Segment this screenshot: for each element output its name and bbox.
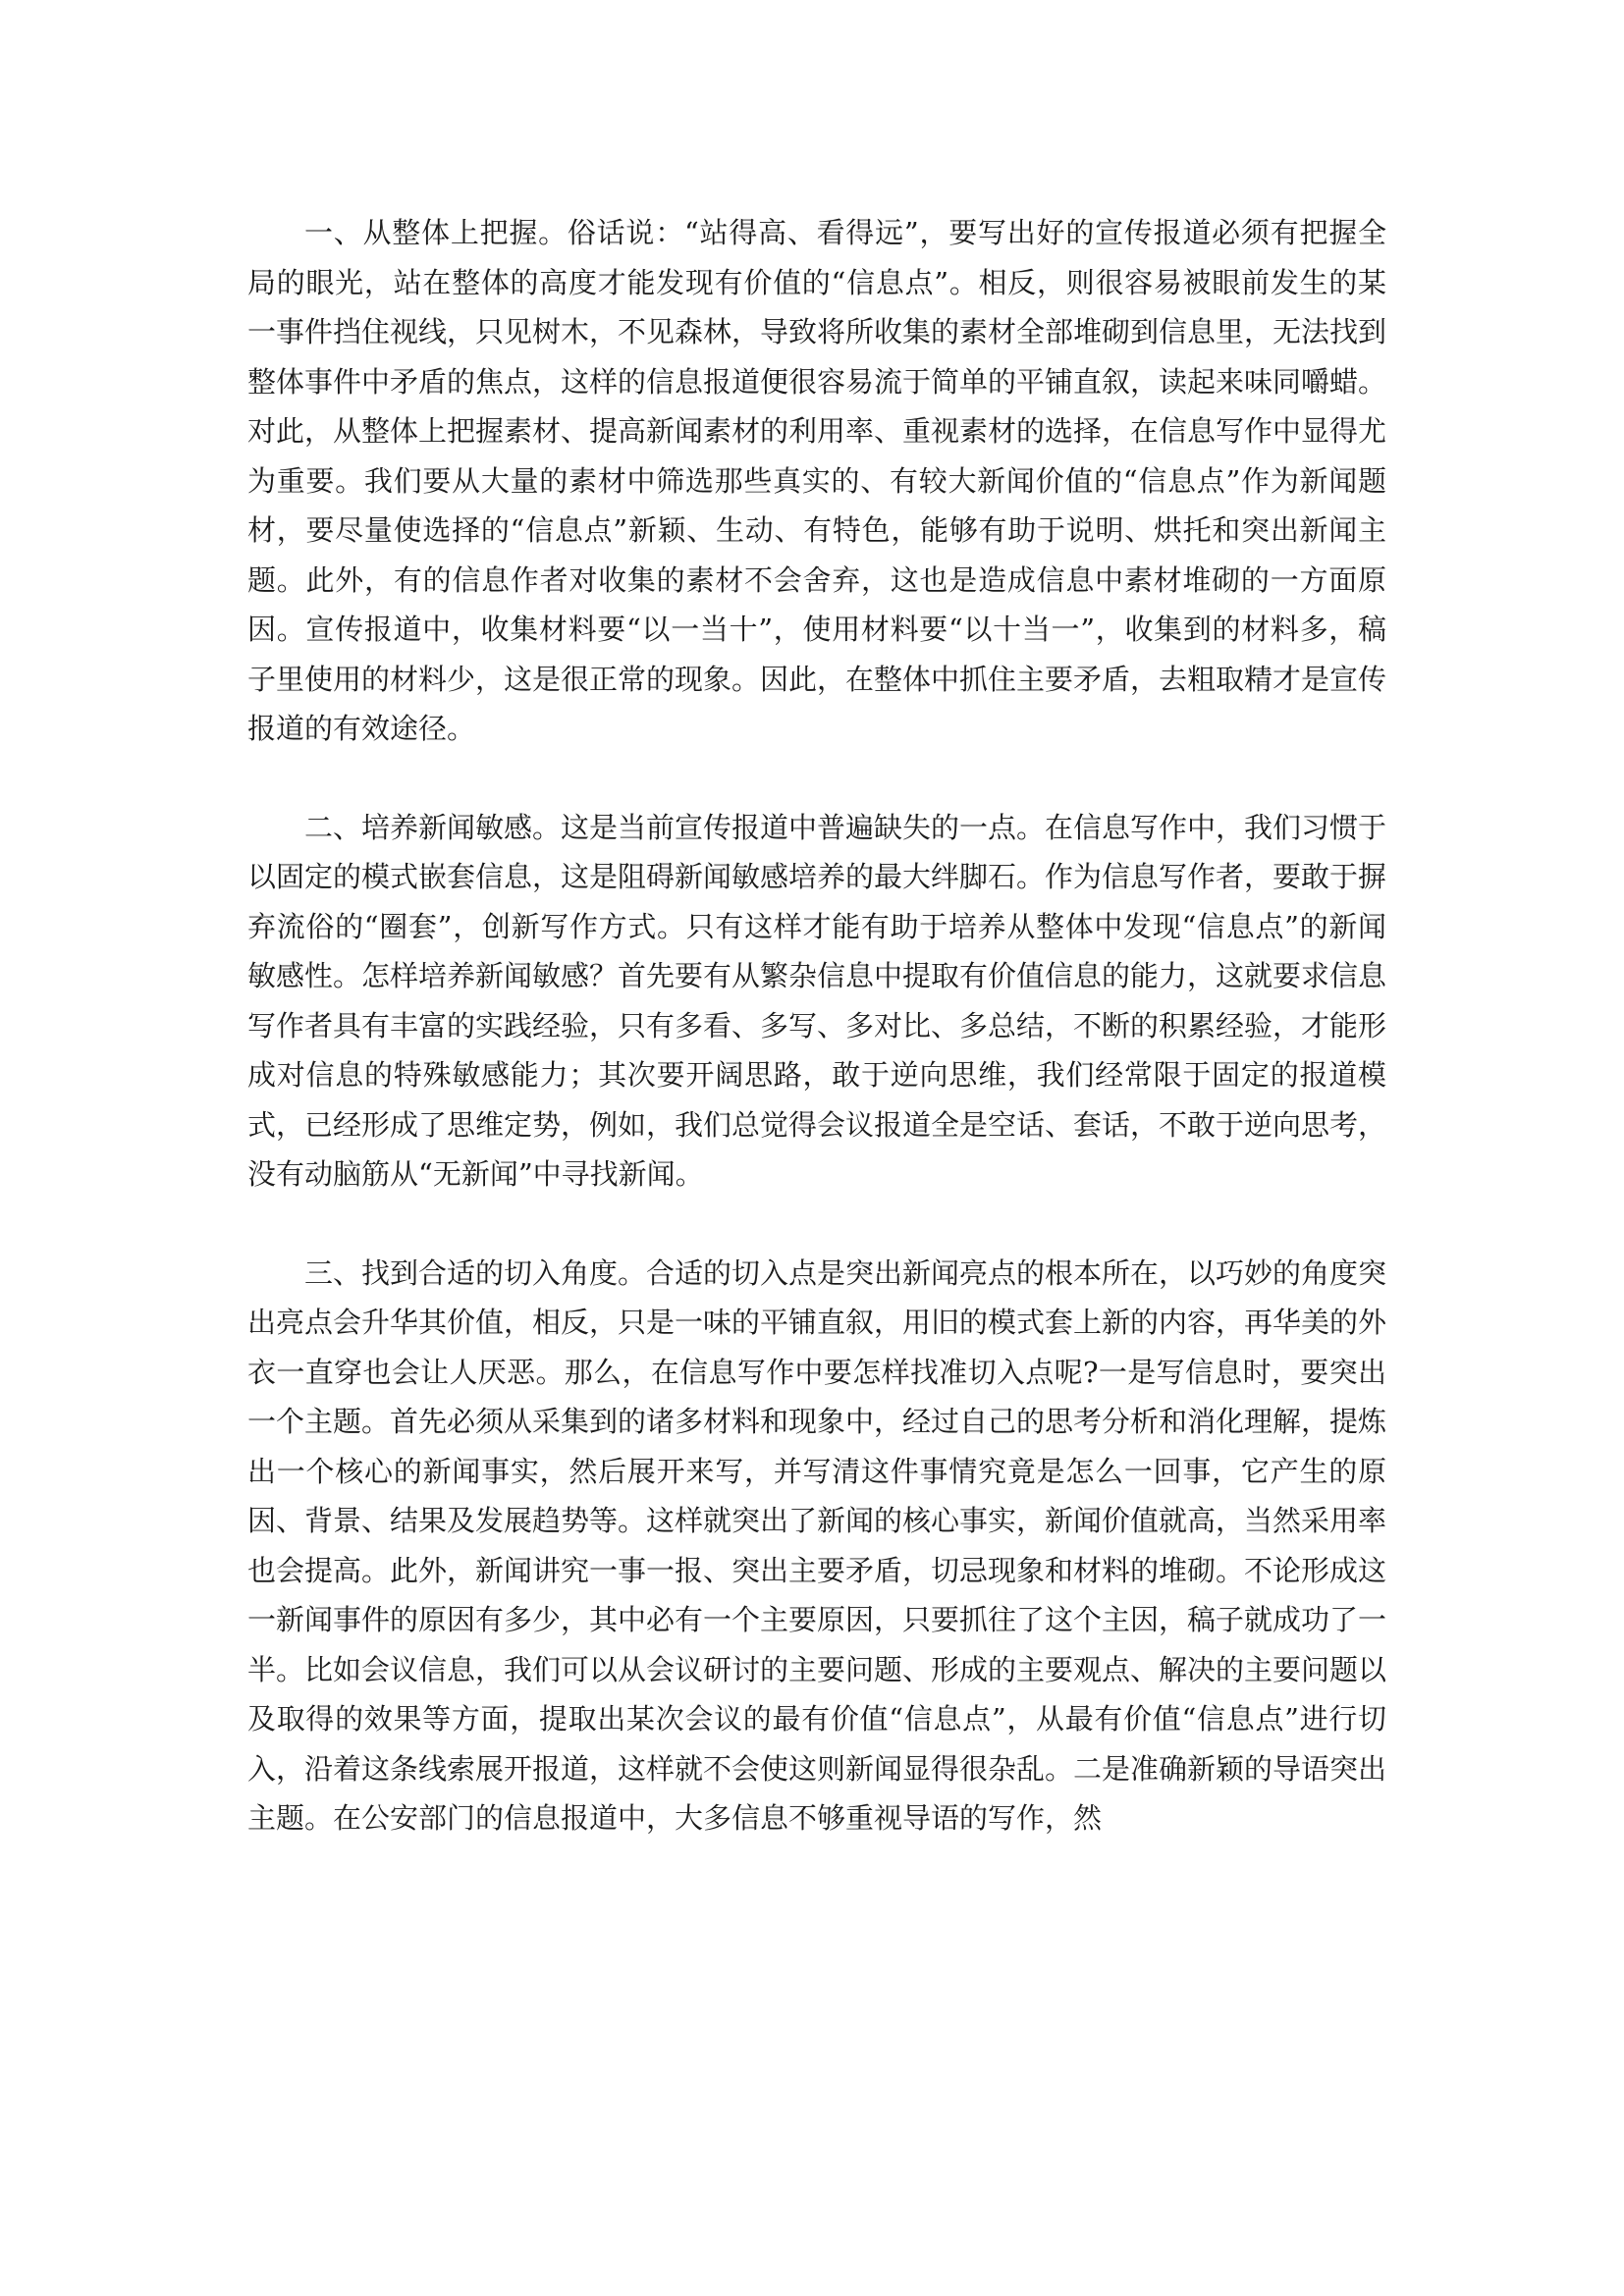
paragraph-2: 二、培养新闻敏感。这是当前宣传报道中普遍缺失的一点。在信息写作中，我们习惯于以固定的模式嵌套信息，这是阻碍新闻敏感培养的最大绊脚石。作为信息写作者，要敢于摒弃流俗的“圈套”，创新写作方式。只有这样才能有助于培养从整体中发现“信息点”的新闻敏感性。怎样培养新闻敏感？首先要有从繁杂信息中提取有价值信息的能力，这就要求信息写作者具有丰富的实践经验，只有多看、多写、多对比、多总结，不断的积累经验，才能形成对信息的特殊敏感能力；其次要开阔思路，敢于逆向思维，我们经常限于固定的报道模式，已经形成了思维定势，例如，我们总觉得会议报道全是空话、套话，不敢于逆向思考，没有动脑筋从“无新闻”中寻找新闻。 bbox=[247, 810, 1387, 1191]
paragraph-1: 一、从整体上把握。俗话说：“站得高、看得远”，要写出好的宣传报道必须有把握全局的眼光，站在整体的高度才能发现有价值的“信息点”。相反，则很容易被眼前发生的某一事件挡住视线，只见树木，不见森林，导致将所收集的素材全部堆砌到信息里，无法找到整体事件中矛盾的焦点，这样的信息报道便很容易流于简单的平铺直叙，读起来味同嚼蜡。对此，从整体上把握素材、提高新闻素材的利用率、重视素材的选择，在信息写作中显得尤为重要。我们要从大量的素材中筛选那些真实的、有较大新闻价值的“信息点”作为新闻题材，要尽量使选择的“信息点”新颖、生动、有特色，能够有助于说明、烘托和突出新闻主题。此外，有的信息作者对收集的素材不会舍弃，这也是造成信息中素材堆砌的一方面原因。宣传报道中，收集材料要“以一当十”，使用材料要“以十当一”，收集到的材料多，稿子里使用的材料少，这是很正常的现象。因此，在整体中抓住主要矛盾，去粗取精才是宣传报道的有效途径。 bbox=[247, 216, 1387, 745]
paragraph-3: 三、找到合适的切入角度。合适的切入点是突出新闻亮点的根本所在，以巧妙的角度突出亮点会升华其价值，相反，只是一味的平铺直叙，用旧的模式套上新的内容，再华美的外衣一直穿也会让人厌恶。那么，在信息写作中要怎样找准切入点呢?一是写信息时，要突出一个主题。首先必须从采集到的诸多材料和现象中，经过自己的思考分析和消化理解，提炼出一个核心的新闻事实，然后展开来写，并写清这件事情究竟是怎么一回事，它产生的原因、背景、结果及发展趋势等。这样就突出了新闻的核心事实，新闻价值就高，当然采用率也会提高。此外，新闻讲究一事一报、突出主要矛盾，切忌现象和材料的堆砌。不论形成这一新闻事件的原因有多少，其中必有一个主要原因，只要抓往了这个主因，稿子就成功了一半。比如会议信息，我们可以从会议研讨的主要问题、形成的主要观点、解决的主要问题以及取得的效果等方面，提取出某次会议的最有价值“信息点”，从最有价值“信息点”进行切入，沿着这条线索展开报道，这样就不会使这则新闻显得很杂乱。二是准确新颖的导语突出主题。在公安部门的信息报道中，大多信息不够重视导语的写作，然 bbox=[247, 1255, 1387, 1835]
document-body bbox=[247, 208, 1386, 1843]
